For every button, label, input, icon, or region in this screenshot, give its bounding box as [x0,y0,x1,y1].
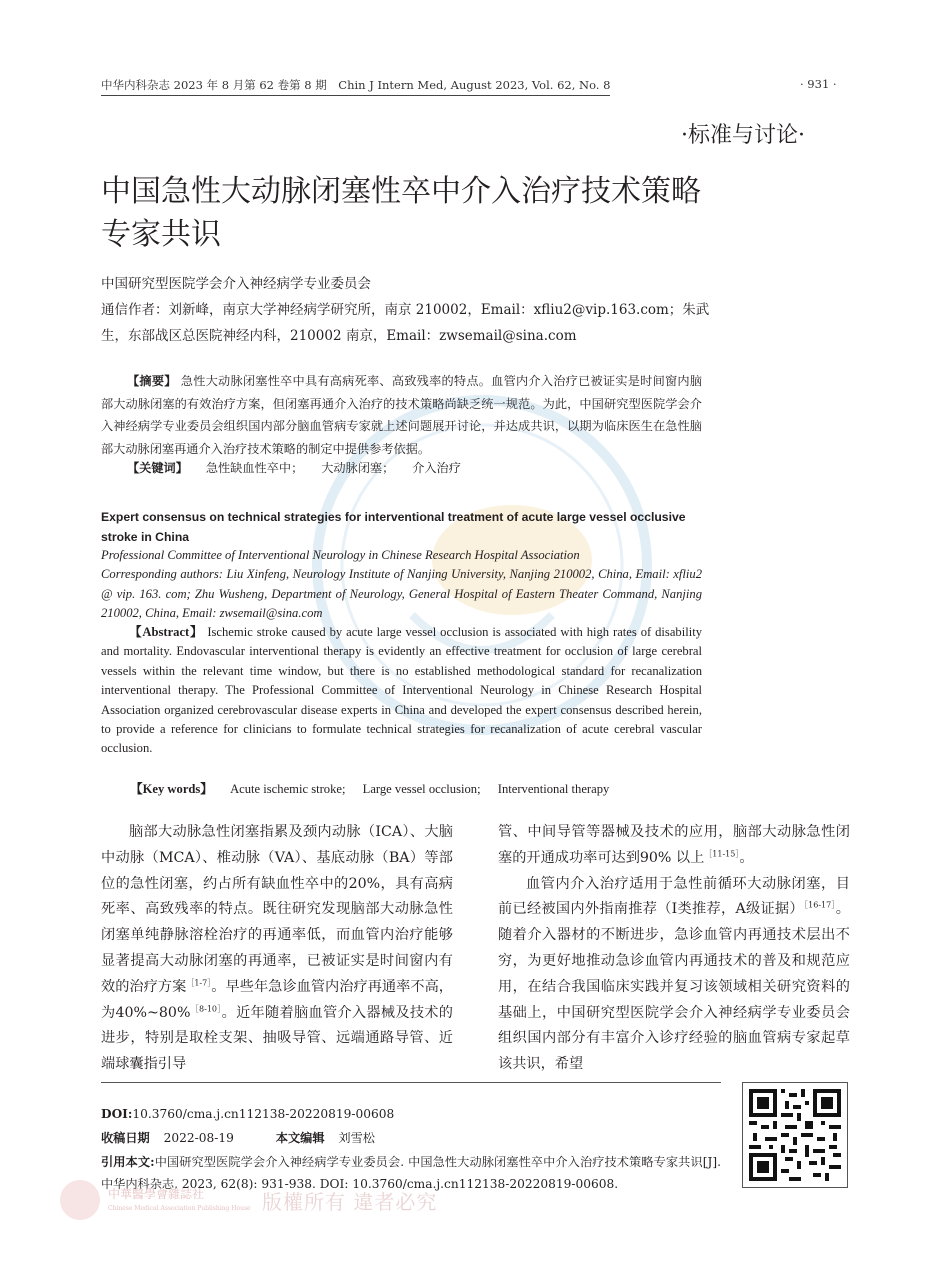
english-keywords-label: 【Key words】 [130,782,213,796]
english-abstract-label: 【Abstract】 [129,625,204,639]
abstract-cn-text: 急性大动脉闭塞性卒中具有高病死率、高致残率的特点。血管内介入治疗已被证实是时间窗内脑部大动脉闭塞的有效治疗方案，但闭塞再通介入治疗的技术策略尚缺乏统一规范。为此，中国研究型医院学会介入神经病学专业委员会组织国内部分脑血管病专家就上述问题展开讨论，并达成共识，以期为临床医生在急性脑部大动脉闭塞再通介入治疗技术策略的制定中提供参考依据。 [101,374,703,456]
english-corresponding: Corresponding authors: Liu Xinfeng, Neurology Institute of Nanjing University, Nanjing 210002, China, Email: xfliu2 @ vip. 163. com; Zhu Wusheng, Department of Neurology, General Hospital of Eastern Theater Command, Nanjing 210002, China, Email: zwsemail@sina.com [101,567,702,621]
received-date: 2022-08-19 [163,1131,234,1145]
english-abstract [101,623,702,759]
english-abstract-text: Ischemic stroke caused by acute large vessel occlusion is associated with high rates of disability and mortality. Endovascular interventional therapy is evidently an effective treatment for occlusion of large cerebral vessels within the relevant time window, but there is no established methodological standard for recanalization interventional therapy. The Professional Committee of Interventional Neurology in Chinese Research Hospital Association organized cerebrovascular disease experts in China and developed the expert consensus described herein, to provide a reference for clinicians to formulate technical strategies for recanalization of acute cerebral vascular occlusion. [101,625,702,756]
abstract-cn-label: 【摘要】 [127,374,177,388]
english-keyword: Interventional therapy [497,782,610,796]
english-org: Professional Committee of Interventional Neurology in Chinese Research Hospital Association [101,548,580,562]
column-tag: ·标准与讨论· [681,123,805,148]
body-paragraph: 血管内介入治疗适用于急性前循环大动脉闭塞，目前已经被国内外指南推荐（Ⅰ类推荐，A级证据）$^{[16-17]}$。随着介入器材的不断进步，急诊血管内再通技术层出不穷，为更好地推动急诊血管内再通技术的普及和规范应用，在结合我国临床实践并复习该领域相关研究资料的基础上，中国研究型医院学会介入神经病学专业委员会组织国内部分有丰富介入诊疗经验的脑血管病专家起草该共识，希望 [498,875,850,1073]
english-keywords [130,778,623,797]
english-affiliations [101,546,702,624]
keywords-cn [127,459,475,476]
received-line [101,1129,375,1146]
editor-name: 刘雪松 [338,1131,375,1145]
received-label: 收稿日期 [101,1131,150,1145]
abstract-cn [101,370,702,460]
doi-value[interactable]: 10.3760/cma.j.cn112138-20220819-00608 [132,1107,395,1121]
page-number: · 931 · [800,77,837,91]
citation-ref: ［11-15］ [704,849,740,859]
publisher-logo [60,1180,100,1220]
keywords-cn-label: 【关键词】 [127,461,188,475]
citation-ref: ［1-7］ [186,978,212,988]
body-column-left [101,820,453,1078]
english-keyword: Large vessel occlusion; [362,782,481,796]
doi-label: DOI: [101,1107,133,1121]
keyword-cn: 介入治疗 [412,461,461,475]
paper-title: 中国急性大动脉闭塞性卒中介入治疗技术策略专家共识 [101,174,701,252]
corresponding-authors: 通信作者：刘新峰，南京大学神经病学研究所，南京 210002，Email：xfliu2@vip.163.com；朱武生，东部战区总医院神经内科，210002 南京，Email：zwsemail@sina.com [101,302,710,344]
publisher-name-en: Chinese Medical Association Publishing House [108,1205,251,1212]
english-title: Expert consensus on technical strategies for interventional treatment of acute large vessel occlusive stroke in China [101,510,686,544]
author-organization: 中国研究型医院学会介入神经病学专业委员会 [101,276,371,292]
journal-header: 中华内科杂志 2023 年 8 月第 62 卷第 8 期 Chin J Intern Med, August 2023, Vol. 62, No. 8 [101,77,610,96]
keyword-cn: 急性缺血性卒中； [205,461,304,475]
citation-ref: ［16-17］ [803,900,836,910]
citation-ref: ［8-10］ [190,1003,222,1013]
body-paragraph: 管、中间导管等器械及技术的应用，脑部大动脉急性闭塞的开通成功率可达到90% 以上$^{[11-15]}$。 [498,824,850,866]
cite-label: 引用本文: [101,1155,155,1169]
qr-code[interactable] [742,1082,848,1188]
english-keyword: Acute ischemic stroke; [230,782,346,796]
keyword-cn: 大动脉闭塞； [321,461,395,475]
editor-label: 本文编辑 [275,1131,325,1145]
body-column-right [498,820,850,1078]
copyright-watermark: 版權所有 違者必究 [262,1190,438,1214]
footer-divider [101,1082,721,1083]
qr-code-icon [749,1089,841,1181]
doi-line [101,1107,394,1121]
body-paragraph: 脑部大动脉急性闭塞指累及颈内动脉（ICA）、大脑中动脉（MCA）、椎动脉（VA）、基底动脉（BA）等部位的急性闭塞，约占所有缺血性卒中的20%，具有高病死率、高致残率的特点。既往研究发现脑部大动脉急性闭塞单纯静脉溶栓治疗的再通率低，而血管内治疗能够显著提高大动脉闭塞的再通率，已被证实是时间窗内有效的治疗方案$^{[1-7]}$。早些年急诊血管内治疗再通率不高，为40%~80%$^{[8-10]}$。近年随着脑血管介入器械及技术的进步，特别是取栓支架、抽吸导管、远端通路导管、近端球囊指引导 [101,824,453,1073]
cite-text: 中国研究型医院学会介入神经病学专业委员会. 中国急性大动脉闭塞性卒中介入治疗技术策略专家共识[J]. 中华内科杂志, 2023, 62(8): 931-938. DOI: 10.3760/cma.j.cn112138-20220819-00608. [101,1155,721,1191]
publisher-name: 中華醫學會雜誌社 [108,1187,205,1201]
